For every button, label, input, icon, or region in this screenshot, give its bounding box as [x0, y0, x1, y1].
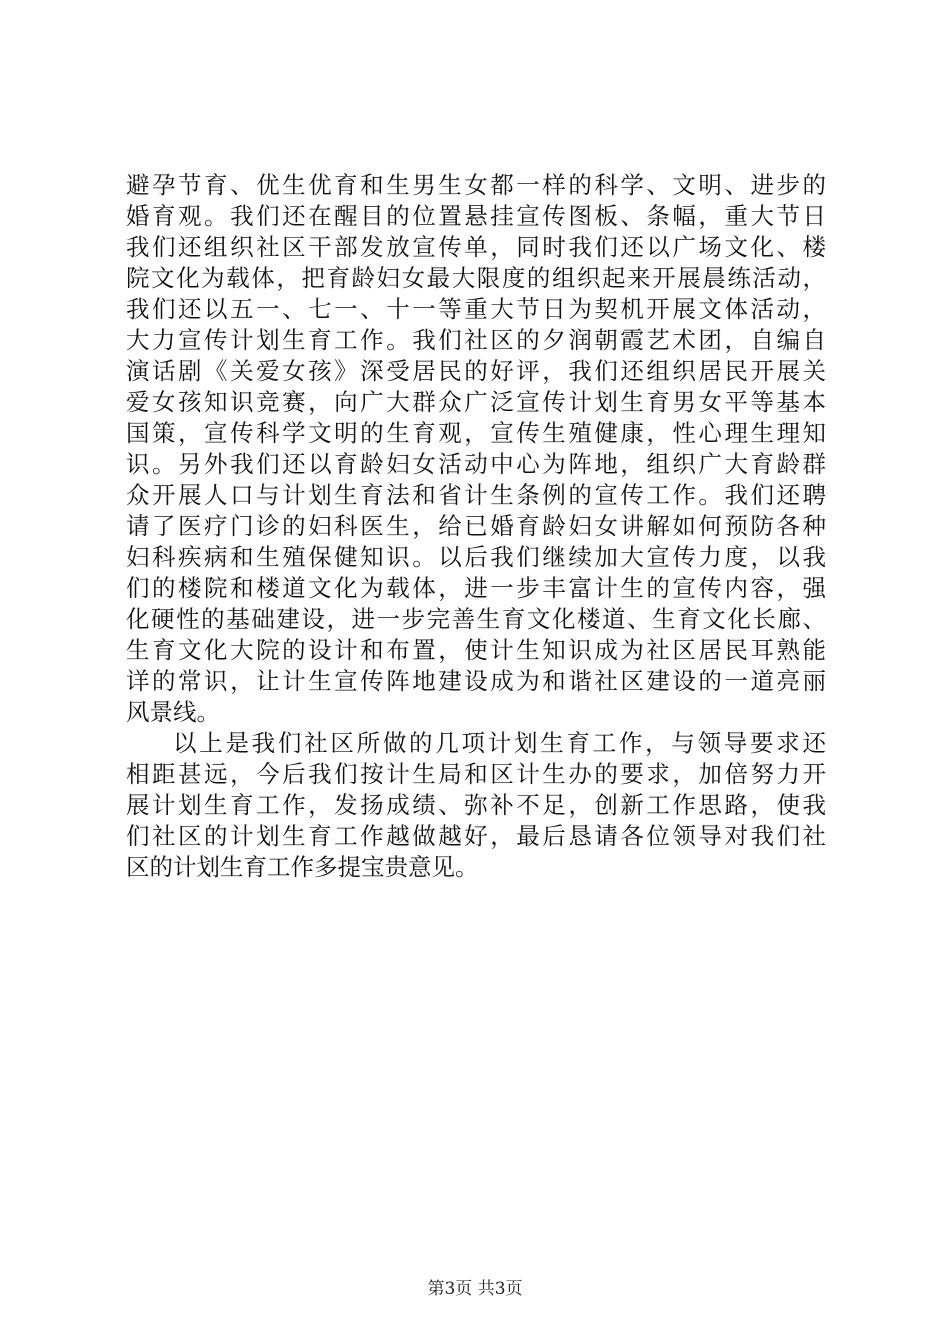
text-line: 演话剧《关爱女孩》深受居民的好评，我们还组织居民开展关	[126, 357, 826, 385]
page-footer: 第3页 共3页	[427, 1279, 523, 1299]
text-line: 生育文化大院的设计和布置，使计生知识成为社区居民耳熟能	[126, 636, 826, 664]
text-line: 风景线。	[126, 698, 220, 726]
paragraph	[126, 728, 826, 883]
text-line: 大力宣传计划生育工作。我们社区的夕润朝霞艺术团，自编自	[126, 326, 826, 354]
text-line: 我们还组织社区干部发放宣传单，同时我们还以广场文化、楼	[126, 233, 826, 261]
text-line: 院文化为载体，把育龄妇女最大限度的组织起来开展晨练活动，	[126, 264, 826, 292]
text-line: 请了医疗门诊的妇科医生，给已婚育龄妇女讲解如何预防各种	[126, 512, 826, 540]
text-line: 们的楼院和楼道文化为载体，进一步丰富计生的宣传内容，强	[126, 574, 826, 602]
text-line: 国策，宣传科学文明的生育观，宣传生殖健康，性心理生理知	[126, 419, 826, 447]
text-line: 众开展人口与计划生育法和省计生条例的宣传工作。我们还聘	[126, 481, 826, 509]
text-line: 以上是我们社区所做的几项计划生育工作，与领导要求还	[173, 729, 826, 757]
text-line: 妇科疾病和生殖保健知识。以后我们继续加大宣传力度，以我	[126, 543, 826, 571]
text-line: 们社区的计划生育工作越做越好，最后恳请各位领导对我们社	[126, 822, 826, 850]
text-line: 婚育观。我们还在醒目的位置悬挂宣传图板、条幅，重大节日	[126, 202, 826, 230]
text-line: 相距甚远，今后我们按计生局和区计生办的要求，加倍努力开	[126, 760, 826, 788]
text-line: 识。另外我们还以育龄妇女活动中心为阵地，组织广大育龄群	[126, 450, 826, 478]
text-line: 化硬性的基础建设，进一步完善生育文化楼道、生育文化长廊、	[126, 605, 826, 633]
text-line: 爱女孩知识竞赛，向广大群众广泛宣传计划生育男女平等基本	[126, 388, 826, 416]
text-line: 避孕节育、优生优育和生男生女都一样的科学、文明、进步的	[126, 171, 826, 199]
text-line: 区的计划生育工作多提宝贵意见。	[126, 853, 479, 881]
text-line: 详的常识，让计生宣传阵地建设成为和谐社区建设的一道亮丽	[126, 667, 826, 695]
text-line: 展计划生育工作，发扬成绩、弥补不足，创新工作思路，使我	[126, 791, 826, 819]
paragraph	[126, 170, 826, 728]
document-body	[126, 170, 826, 883]
text-line: 我们还以五一、七一、十一等重大节日为契机开展文体活动，	[126, 295, 826, 323]
